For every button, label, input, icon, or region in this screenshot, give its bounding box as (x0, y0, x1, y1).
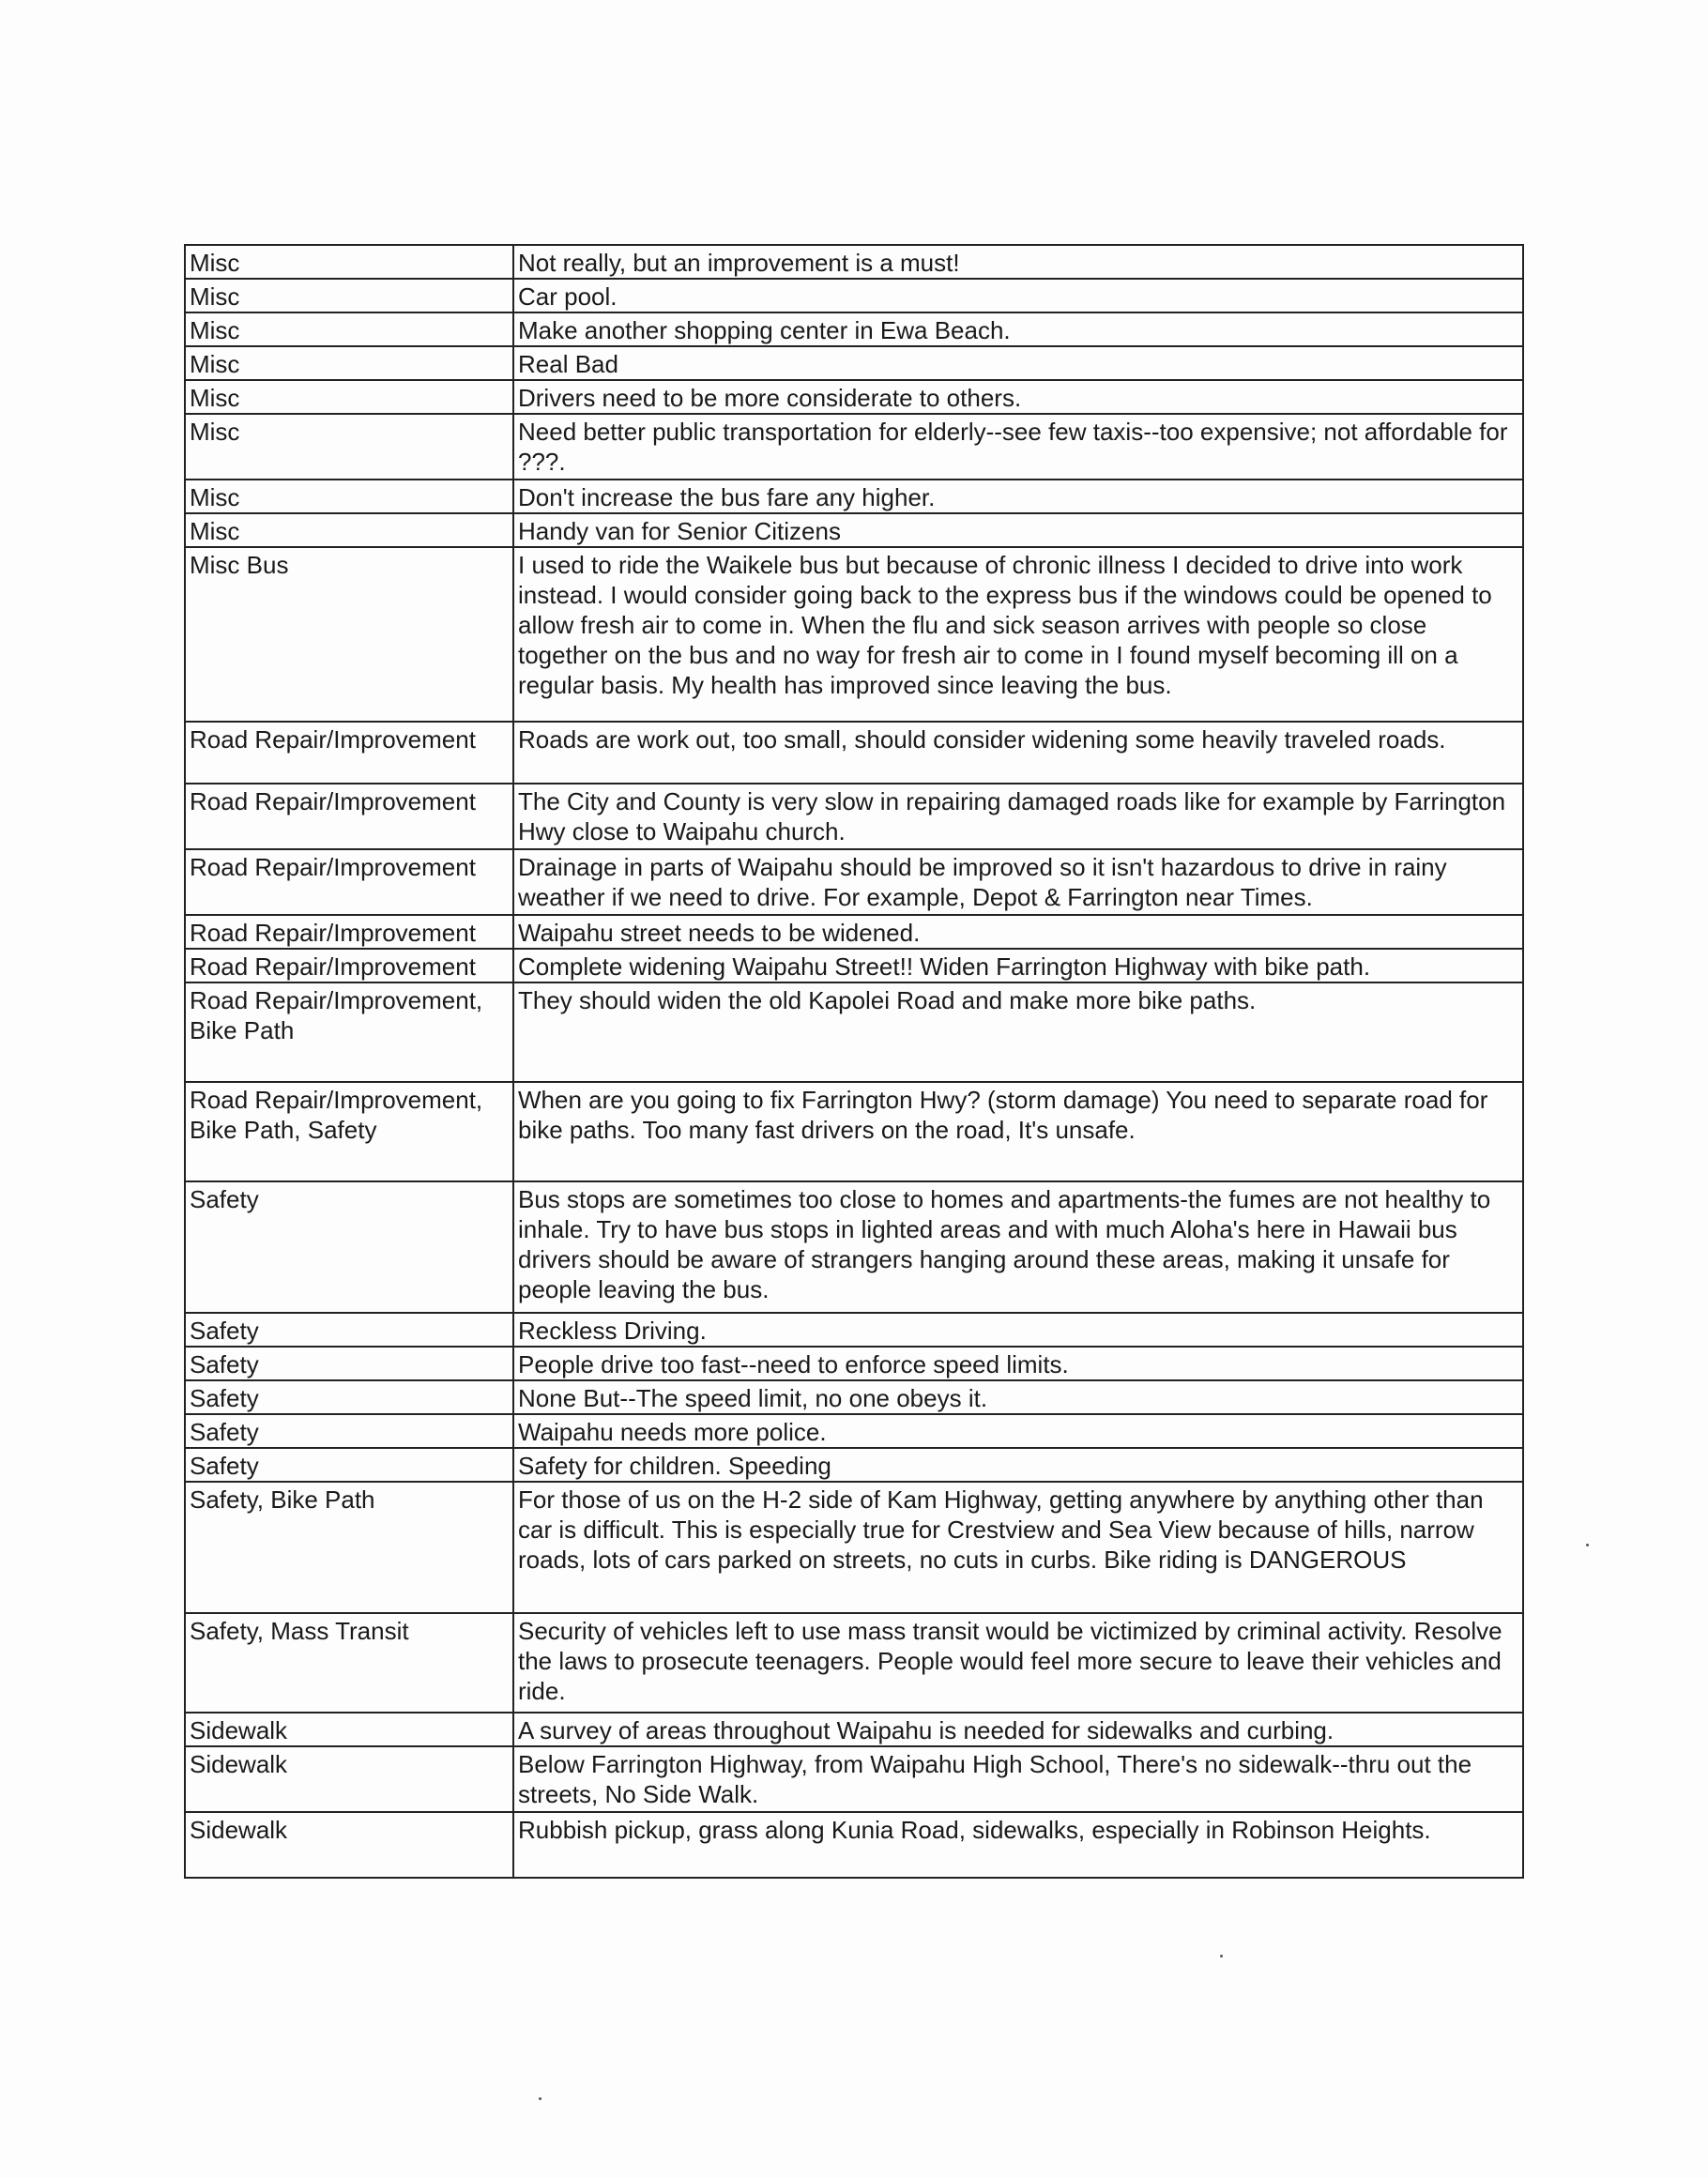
comment-cell: They should widen the old Kapolei Road and make more bike paths. (513, 982, 1523, 1082)
category-cell: Safety (185, 1313, 513, 1347)
comment-cell: Handy van for Senior Citizens (513, 513, 1523, 547)
scan-speck (1586, 1544, 1589, 1546)
comment-cell: Bus stops are sometimes too close to homes and apartments-the fumes are not healthy to inhale. Try to have bus stops in lighted areas and with much Aloha's here in Hawaii bus drivers should be aware of strangers hanging around these areas, making it unsafe for people leaving the bus. (513, 1181, 1523, 1313)
category-cell: Safety (185, 1414, 513, 1448)
category-cell: Road Repair/Improvement (185, 722, 513, 784)
table-row (185, 513, 1523, 547)
table-row (185, 346, 1523, 380)
comment-cell: When are you going to fix Farrington Hwy? (storm damage) You need to separate road for bike paths. Too many fast drivers on the road, It's unsafe. (513, 1082, 1523, 1181)
comment-cell: Waipahu street needs to be widened. (513, 915, 1523, 949)
comment-cell: Not really, but an improvement is a must! (513, 245, 1523, 279)
comment-cell: Below Farrington Highway, from Waipahu High School, There's no sidewalk--thru out the streets, No Side Walk. (513, 1746, 1523, 1812)
comment-cell: Don't increase the bus fare any higher. (513, 480, 1523, 513)
category-cell: Sidewalk (185, 1746, 513, 1812)
comment-cell: Reckless Driving. (513, 1313, 1523, 1347)
comment-cell: Drivers need to be more considerate to others. (513, 380, 1523, 414)
category-cell: Road Repair/Improvement (185, 784, 513, 849)
category-cell: Safety (185, 1347, 513, 1380)
table-row (185, 1482, 1523, 1613)
table-row (185, 312, 1523, 346)
category-cell: Safety (185, 1380, 513, 1414)
table-row (185, 982, 1523, 1082)
table-row (185, 1313, 1523, 1347)
category-cell: Misc (185, 312, 513, 346)
table-row (185, 1812, 1523, 1878)
category-cell: Safety (185, 1448, 513, 1482)
category-cell: Sidewalk (185, 1812, 513, 1878)
table-row (185, 1347, 1523, 1380)
category-cell: Misc (185, 380, 513, 414)
comment-cell: I used to ride the Waikele bus but because of chronic illness I decided to drive into work instead. I would consider going back to the express bus if the windows could be opened to allow fresh air to come in. When the flu and sick season arrives with people so close together on the bus and no way for fresh air to come in I found myself becoming ill on a regular basis. My health has improved since leaving the bus. (513, 547, 1523, 722)
table-row (185, 849, 1523, 915)
table-row (185, 480, 1523, 513)
category-cell: Misc (185, 480, 513, 513)
category-cell: Road Repair/Improvement, Bike Path (185, 982, 513, 1082)
table-row (185, 279, 1523, 312)
comment-cell: Safety for children. Speeding (513, 1448, 1523, 1482)
comment-cell: Need better public transportation for elderly--see few taxis--too expensive; not affordable for ???. (513, 414, 1523, 480)
category-cell: Misc (185, 245, 513, 279)
table-row (185, 547, 1523, 722)
table-row (185, 915, 1523, 949)
category-cell: Misc (185, 346, 513, 380)
table-row (185, 1448, 1523, 1482)
table-row (185, 1082, 1523, 1181)
category-cell: Road Repair/Improvement (185, 915, 513, 949)
category-cell: Road Repair/Improvement, Bike Path, Safety (185, 1082, 513, 1181)
category-cell: Sidewalk (185, 1713, 513, 1746)
table-row (185, 1613, 1523, 1713)
category-cell: Misc (185, 513, 513, 547)
comment-cell: Real Bad (513, 346, 1523, 380)
scan-speck (1220, 1955, 1223, 1957)
category-cell: Safety, Mass Transit (185, 1613, 513, 1713)
comment-cell: Car pool. (513, 279, 1523, 312)
comment-cell: The City and County is very slow in repairing damaged roads like for example by Farrington Hwy close to Waipahu church. (513, 784, 1523, 849)
scan-speck (539, 2097, 541, 2100)
table-row (185, 1380, 1523, 1414)
table-row (185, 1746, 1523, 1812)
comment-cell: Security of vehicles left to use mass transit would be victimized by criminal activity. Resolve the laws to prosecute teenagers. People would feel more secure to leave their vehicles and ride. (513, 1613, 1523, 1713)
table-row (185, 722, 1523, 784)
comments-table (184, 244, 1524, 1879)
comment-cell: A survey of areas throughout Waipahu is needed for sidewalks and curbing. (513, 1713, 1523, 1746)
category-cell: Road Repair/Improvement (185, 849, 513, 915)
category-cell: Misc Bus (185, 547, 513, 722)
table-row (185, 1414, 1523, 1448)
category-cell: Safety (185, 1181, 513, 1313)
comment-cell: Drainage in parts of Waipahu should be improved so it isn't hazardous to drive in rainy weather if we need to drive. For example, Depot & Farrington near Times. (513, 849, 1523, 915)
table-row (185, 949, 1523, 982)
table-row (185, 1713, 1523, 1746)
comment-cell: Rubbish pickup, grass along Kunia Road, sidewalks, especially in Robinson Heights. (513, 1812, 1523, 1878)
category-cell: Misc (185, 414, 513, 480)
comment-cell: For those of us on the H-2 side of Kam Highway, getting anywhere by anything other than car is difficult. This is especially true for Crestview and Sea View because of hills, narrow roads, lots of cars parked on streets, no cuts in curbs. Bike riding is DANGEROUS (513, 1482, 1523, 1613)
comments-table-body (185, 245, 1523, 1878)
comment-cell: None But--The speed limit, no one obeys it. (513, 1380, 1523, 1414)
comment-cell: Make another shopping center in Ewa Beach. (513, 312, 1523, 346)
table-row (185, 380, 1523, 414)
table-row (185, 784, 1523, 849)
comment-cell: Roads are work out, too small, should consider widening some heavily traveled roads. (513, 722, 1523, 784)
table-row (185, 245, 1523, 279)
comment-cell: People drive too fast--need to enforce speed limits. (513, 1347, 1523, 1380)
table-row (185, 414, 1523, 480)
comment-cell: Complete widening Waipahu Street!! Widen Farrington Highway with bike path. (513, 949, 1523, 982)
comment-cell: Waipahu needs more police. (513, 1414, 1523, 1448)
category-cell: Road Repair/Improvement (185, 949, 513, 982)
category-cell: Safety, Bike Path (185, 1482, 513, 1613)
category-cell: Misc (185, 279, 513, 312)
table-row (185, 1181, 1523, 1313)
